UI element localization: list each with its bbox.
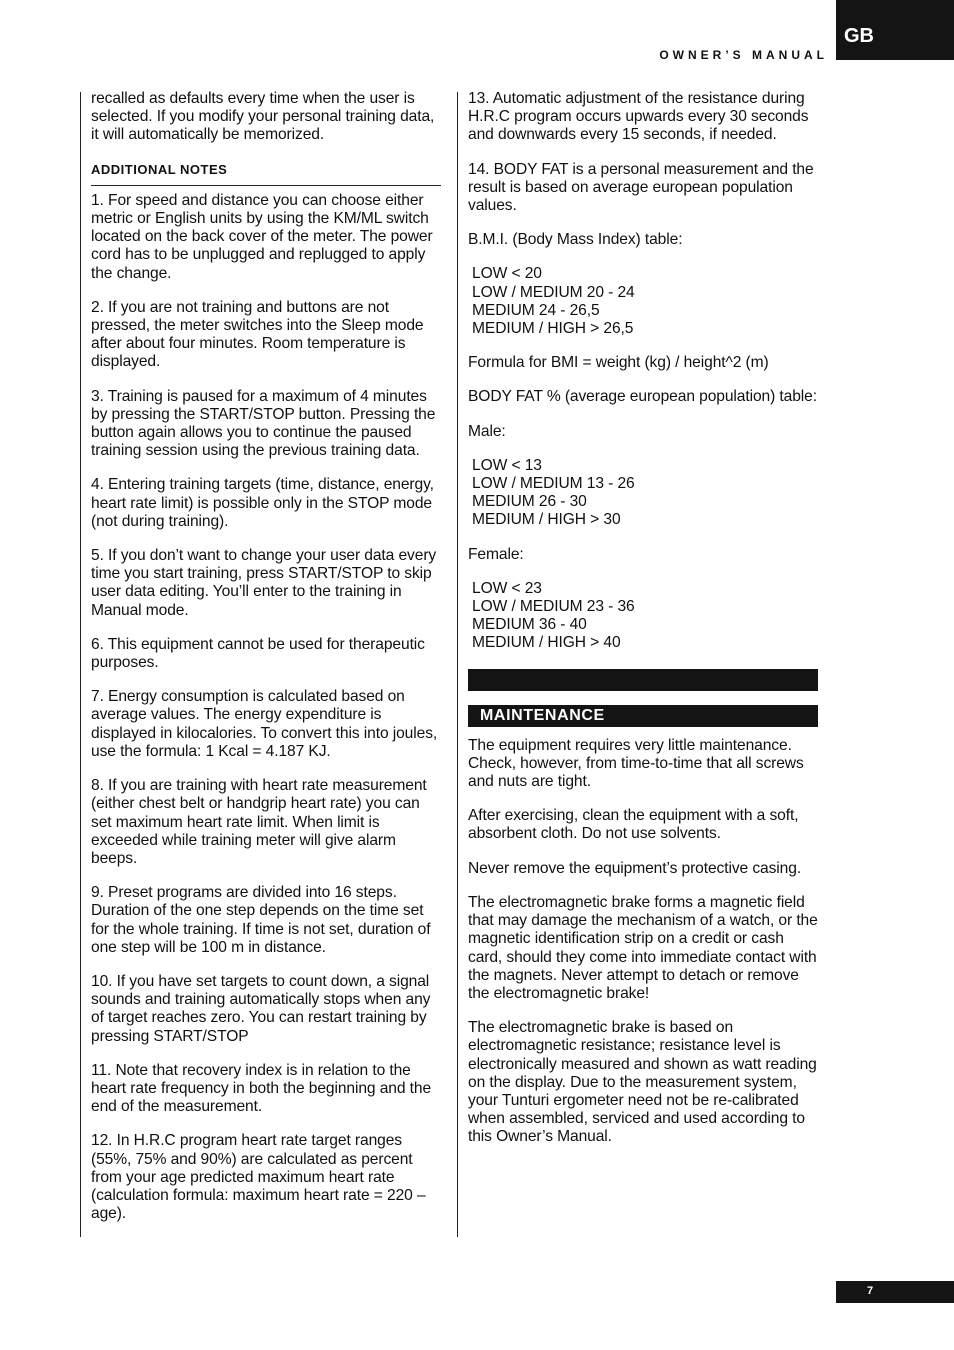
bmi-formula: Formula for BMI = weight (kg) / height^2 (m) [468,354,769,372]
note-item: 1. For speed and distance you can choose either metric or English units by using the KM/ML switch located on the back cover of the meter. The power cord has to be unplugged and replugged to apply the change. [91,191,433,282]
additional-notes-heading: ADDITIONAL NOTES [91,161,441,186]
intro-paragraph: recalled as defaults every time when the user is selected. If you modify your personal training data, it will automatically be memorized. [91,90,435,144]
male-row: LOW < 13 [472,456,542,474]
female-row: LOW / MEDIUM 23 - 36 [472,598,635,616]
maintenance-paragraph: Never remove the equipment’s protective casing. [468,859,802,877]
bmi-row: LOW / MEDIUM 20 - 24 [472,283,635,301]
page-number: 7 [836,1281,954,1303]
middle-column-rule [457,92,458,1237]
left-column-rule [80,92,81,1237]
bmi-row: LOW < 20 [472,265,542,283]
note-13: 13. Automatic adjustment of the resistance during H.R.C program occurs upwards every 30 seconds and downwards every 15 seconds, if needed. [468,90,809,144]
bmi-row: MEDIUM / HIGH > 26,5 [472,320,634,338]
female-row: LOW < 23 [472,579,542,597]
note-item: 9. Preset programs are divided into 16 steps. Duration of the one step depends on the time set for the whole training. If time is not set, duration of one step will be 100 m in distance. [91,884,431,956]
bmi-row: MEDIUM 24 - 26,5 [472,301,600,319]
note-item: 12. In H.R.C program heart rate target ranges (55%, 75% and 90%) are calculated as percent from your age predicted maximum heart rate (calculation formula: maximum heart rate = 220 – age). [91,1132,426,1223]
female-label: Female: [468,545,524,563]
male-row: LOW / MEDIUM 13 - 26 [472,475,635,493]
female-row: MEDIUM / HIGH > 40 [472,634,621,652]
note-14: 14. BODY FAT is a personal measurement and the result is based on average european population values. [468,160,814,215]
note-item: 3. Training is paused for a maximum of 4 minutes by pressing the START/STOP button. Pressing the button again allows you to continue the paused training session using the previous training data. [91,387,436,460]
note-item: 10. If you have set targets to count down, a signal sounds and training automatically stops when any of target reaches zero. You can restart training by pressing START/STOP [91,972,431,1045]
male-label: Male: [468,422,506,440]
left-column [91,90,441,1239]
running-title: OWNER’S MANUAL [659,48,828,62]
male-row: MEDIUM 26 - 30 [472,493,587,511]
female-row: MEDIUM 36 - 40 [472,616,587,634]
section-divider-bar [468,669,818,691]
note-item: 4. Entering training targets (time, distance, energy, heart rate limit) is possible only in the STOP mode (not during training). [91,476,434,530]
note-item: 8. If you are training with heart rate measurement (either chest belt or handgrip heart rate) you can set maximum heart rate limit. When limit is exceeded while training meter will give alarm beeps. [91,777,427,867]
maintenance-paragraph: The electromagnetic brake forms a magnetic field that may damage the mechanism of a watch, or the magnetic identification strip on a credit or cash card, should they come into immediate contact with the magnets. Never attempt to detach or remove the electromagnetic brake! [468,893,818,1002]
maintenance-paragraph: The equipment requires very little maintenance. Check, however, from time-to-time that all screws and nuts are tight. [468,736,804,791]
notes-list [91,192,441,1224]
note-item: 2. If you are not training and buttons are not pressed, the meter switches into the Sleep mode after about four minutes. Room temperature is displayed. [91,298,424,371]
male-row: MEDIUM / HIGH > 30 [472,511,621,529]
note-item: 11. Note that recovery index is in relation to the heart rate frequency in both the beginning and the end of the measurement. [91,1061,432,1116]
note-item: 6. This equipment cannot be used for therapeutic purposes. [91,635,425,672]
bodyfat-heading: BODY FAT % (average european population) table: [468,388,817,406]
note-item: 7. Energy consumption is calculated based on average values. The energy expenditure is displayed in kilocalories. To convert this into joules, use the formula: 1 Kcal = 4.187 KJ. [91,688,438,760]
language-tab: GB [836,0,954,60]
bmi-heading: B.M.I. (Body Mass Index) table: [468,231,683,249]
maintenance-heading: MAINTENANCE [468,705,818,727]
maintenance-paragraph: After exercising, clean the equipment with a soft, absorbent cloth. Do not use solvents. [468,807,799,843]
maintenance-paragraph: The electromagnetic brake is based on electromagnetic resistance; resistance level is electronically measured and shown as watt reading on the display. Due to the measurement system, your Tunturi ergometer need not be re-calibrated when assembled, serviced and used according to this Owner’s Manual. [468,1019,817,1146]
right-column [468,90,818,1163]
female-table [468,580,818,653]
male-table [468,457,818,530]
bmi-table [468,265,818,338]
note-item: 5. If you don’t want to change your user data every time you start training, press START/STOP to skip user data editing. You’ll enter to the training in Manual mode. [91,547,437,619]
